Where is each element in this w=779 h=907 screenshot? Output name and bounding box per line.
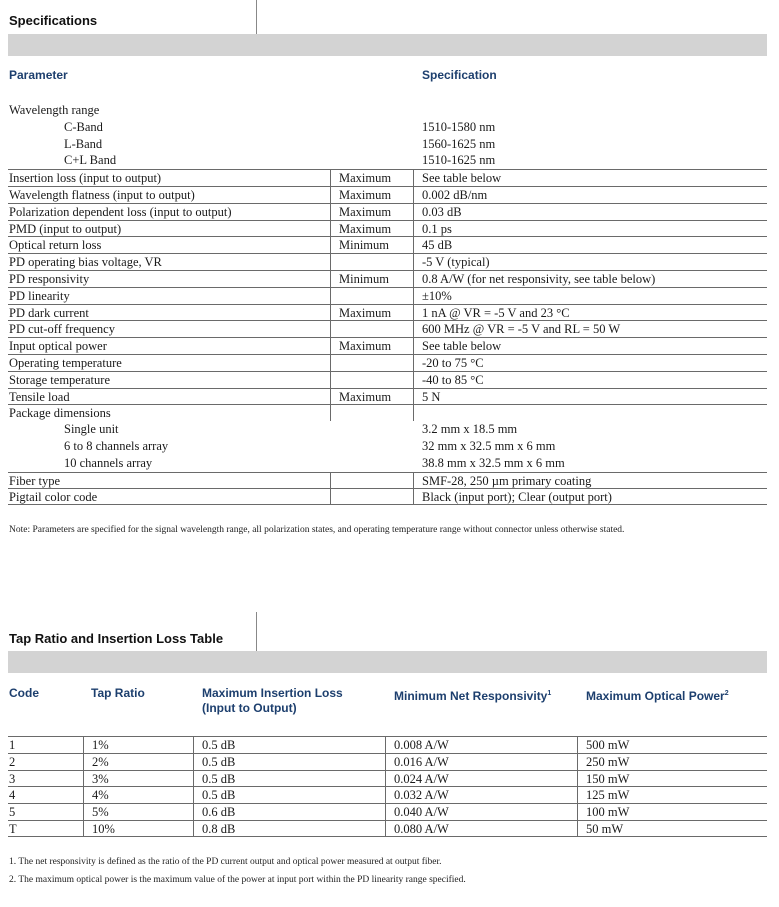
spec-parameter: 6 to 8 channels array [64,439,169,453]
spec-value: Black (input port); Clear (output port) [422,490,612,505]
column-divider [83,804,84,820]
tap-table-title: Tap Ratio and Insertion Loss Table [9,631,224,646]
tap-optical-power: 500 mW [586,738,630,752]
spec-qualifier: Minimum [339,272,390,286]
column-divider [413,405,414,421]
column-divider [193,771,194,787]
tap-insertion-loss: 0.5 dB [202,738,236,752]
specifications-header-band [8,34,767,56]
spec-value: 0.03 dB [422,204,462,219]
spec-row [8,102,767,119]
column-divider [413,489,414,504]
column-divider [385,821,386,836]
spec-row [8,203,767,220]
spec-value: 45 dB [422,238,453,253]
spec-value: 5 N [422,389,441,404]
tap-optical-power: 150 mW [586,771,630,786]
tap-code: 3 [9,771,16,786]
table-row [8,820,767,837]
spec-row [8,152,767,169]
table-row [8,770,767,787]
footnote-2: 2. The maximum optical power is the maximum value of the power at input port within the PD linearity range specified. [9,875,466,885]
net-responsivity-column-header: Minimum Net Responsivity$^1$ [394,689,552,703]
spec-parameter: Single unit [64,422,119,437]
tap-net-responsivity: 0.016 A/W [394,754,449,769]
spec-value: ±10% [422,288,452,303]
column-divider [193,804,194,820]
spec-parameter: Tensile load [9,389,70,404]
specifications-title: Specifications [9,13,98,28]
tap-ratio: 10% [92,822,115,836]
tap-table-header-band [8,651,767,673]
column-divider [413,372,414,388]
column-divider [413,473,414,489]
column-divider [330,237,331,253]
spec-parameter: Wavelength flatness (input to output) [9,188,195,202]
spec-parameter: PD linearity [9,288,70,303]
column-divider [413,321,414,337]
tap-ratio: 5% [92,805,109,820]
spec-value: 1 nA @ VR = -5 V and 23 °C [422,305,570,320]
column-divider [385,787,386,803]
column-divider [83,787,84,803]
spec-value: 0.8 A/W (for net responsivity, see table below) [422,272,656,286]
spec-row [8,136,767,153]
tap-optical-power: 250 mW [586,754,630,769]
spec-parameter: 10 channels array [64,455,153,470]
column-divider [330,170,331,186]
tap-ratio: 3% [92,771,109,786]
specification-column-header: Specification [422,68,497,82]
spec-row [8,455,767,472]
column-divider [330,271,331,287]
spec-parameter: PD responsivity [9,272,90,286]
column-divider [385,804,386,820]
spec-row [8,438,767,455]
spec-row [8,371,767,388]
spec-value: 0.002 dB/nm [422,188,488,202]
tap-optical-power: 100 mW [586,805,630,820]
spec-row [8,270,767,287]
tap-code: 2 [9,754,16,769]
spec-row [8,186,767,203]
spec-row [8,472,767,489]
spec-value: -40 to 85 °C [422,372,484,387]
spec-row [8,388,767,405]
column-divider [413,271,414,287]
column-divider [330,221,331,237]
spec-qualifier: Maximum [339,171,392,186]
tap-net-responsivity: 0.040 A/W [394,805,449,820]
spec-parameter: C-Band [64,119,103,134]
spec-row [8,421,767,438]
spec-parameter: Polarization dependent loss (input to output) [9,204,232,219]
column-divider [193,737,194,753]
tap-code: 5 [9,805,16,820]
tap-insertion-loss: 0.5 dB [202,771,236,786]
tap-ratio-column-header: Tap Ratio [91,686,145,700]
column-divider [330,355,331,371]
spec-row [8,337,767,354]
tap-insertion-loss: 0.5 dB [202,754,236,769]
spec-parameter: Fiber type [9,473,61,488]
spec-value: SMF-28, 250 µm primary coating [422,473,592,488]
spec-qualifier: Maximum [339,339,392,354]
spec-value: -5 V (typical) [422,255,490,270]
spec-parameter: PD cut-off frequency [9,322,115,337]
spec-parameter: C+L Band [64,153,117,168]
column-divider [330,473,331,489]
column-divider [413,288,414,304]
spec-row [8,220,767,237]
column-divider [330,254,331,270]
table-row [8,736,767,753]
spec-qualifier: Minimum [339,238,390,253]
spec-parameter: Insertion loss (input to output) [9,171,162,186]
spec-qualifier: Maximum [339,305,392,320]
column-divider [330,389,331,405]
optical-power-column-header: Maximum Optical Power$^2$ [586,689,729,703]
insertion-loss-column-header: Maximum Insertion Loss (Input to Output) [202,686,343,715]
parameter-column-header: Parameter [9,68,68,82]
column-divider [330,489,331,504]
spec-parameter: Operating temperature [9,356,122,370]
table-row [8,786,767,803]
spec-value: 3.2 mm x 18.5 mm [422,422,518,437]
tap-code: 4 [9,788,16,803]
column-divider [330,204,331,220]
column-divider [577,787,578,803]
spec-row [8,287,767,304]
column-divider [413,221,414,237]
spec-qualifier: Maximum [339,204,392,219]
column-divider [330,288,331,304]
spec-row [8,320,767,337]
column-divider [193,821,194,836]
tap-insertion-loss: 0.8 dB [202,822,236,836]
column-divider [330,305,331,321]
column-divider [83,771,84,787]
spec-value: 1510-1580 nm [422,119,496,134]
column-divider [330,372,331,388]
column-divider [385,737,386,753]
spec-row [8,488,767,505]
spec-row [8,236,767,253]
spec-row [8,119,767,136]
column-divider [193,787,194,803]
spec-row [8,253,767,270]
tap-net-responsivity: 0.032 A/W [394,788,449,803]
tap-net-responsivity: 0.008 A/W [394,738,449,752]
spec-parameter: L-Band [64,136,103,151]
spec-parameter: PD dark current [9,305,89,320]
spec-qualifier: Maximum [339,389,392,404]
spec-value: 32 mm x 32.5 mm x 6 mm [422,439,556,453]
spec-value: See table below [422,339,502,354]
specifications-note: Note: Parameters are specified for the signal wavelength range, all polarization states, and operating temperature range without connector unless otherwise stated. [9,525,625,535]
column-divider [577,771,578,787]
column-divider [83,754,84,770]
column-divider [193,754,194,770]
spec-parameter: Input optical power [9,339,107,354]
spec-value: 38.8 mm x 32.5 mm x 6 mm [422,455,565,470]
column-divider [385,771,386,787]
code-column-header: Code [9,686,39,700]
tap-ratio: 2% [92,754,109,769]
table-row [8,753,767,770]
tap-optical-power: 125 mW [586,788,630,803]
column-divider [330,187,331,203]
column-divider [577,821,578,836]
column-divider [83,737,84,753]
tap-ratio: 1% [92,738,109,752]
tap-optical-power: 50 mW [586,822,624,836]
footnote-1: 1. The net responsivity is defined as the ratio of the PD current output and optical power measured at output fiber. [9,857,442,867]
column-divider [385,754,386,770]
spec-value: See table below [422,171,502,186]
spec-value: 1560-1625 nm [422,136,496,151]
spec-value: 600 MHz @ VR = -5 V and RL = 50 W [422,322,621,337]
column-divider [413,305,414,321]
column-divider [577,754,578,770]
column-divider [413,204,414,220]
column-divider [413,389,414,405]
spec-value: -20 to 75 °C [422,356,484,370]
column-divider [330,321,331,337]
tap-code: 1 [9,738,16,752]
column-divider [413,170,414,186]
tap-code: T [9,822,17,836]
column-divider [413,355,414,371]
tap-net-responsivity: 0.024 A/W [394,771,449,786]
spec-row [8,404,767,421]
column-divider [577,737,578,753]
spec-parameter: PD operating bias voltage, VR [9,255,162,270]
spec-parameter: Package dimensions [9,406,111,421]
column-divider [577,804,578,820]
spec-row [8,169,767,186]
column-divider [330,338,331,354]
spec-parameter: PMD (input to output) [9,221,122,236]
column-divider [413,338,414,354]
spec-parameter: Optical return loss [9,238,102,253]
tap-insertion-loss: 0.5 dB [202,788,236,803]
tap-ratio: 4% [92,788,109,803]
spec-parameter: Pigtail color code [9,490,98,505]
spec-value: 1510-1625 nm [422,153,496,168]
spec-qualifier: Maximum [339,221,392,236]
tap-insertion-loss: 0.6 dB [202,805,236,820]
column-divider [413,237,414,253]
spec-row [8,304,767,321]
column-divider [413,254,414,270]
column-divider [83,821,84,836]
spec-row [8,354,767,371]
tap-net-responsivity: 0.080 A/W [394,822,449,836]
spec-qualifier: Maximum [339,188,392,202]
column-divider [413,187,414,203]
spec-parameter: Wavelength range [9,103,100,117]
column-divider [330,405,331,421]
spec-value: 0.1 ps [422,221,452,236]
spec-parameter: Storage temperature [9,372,110,387]
table-row [8,803,767,820]
